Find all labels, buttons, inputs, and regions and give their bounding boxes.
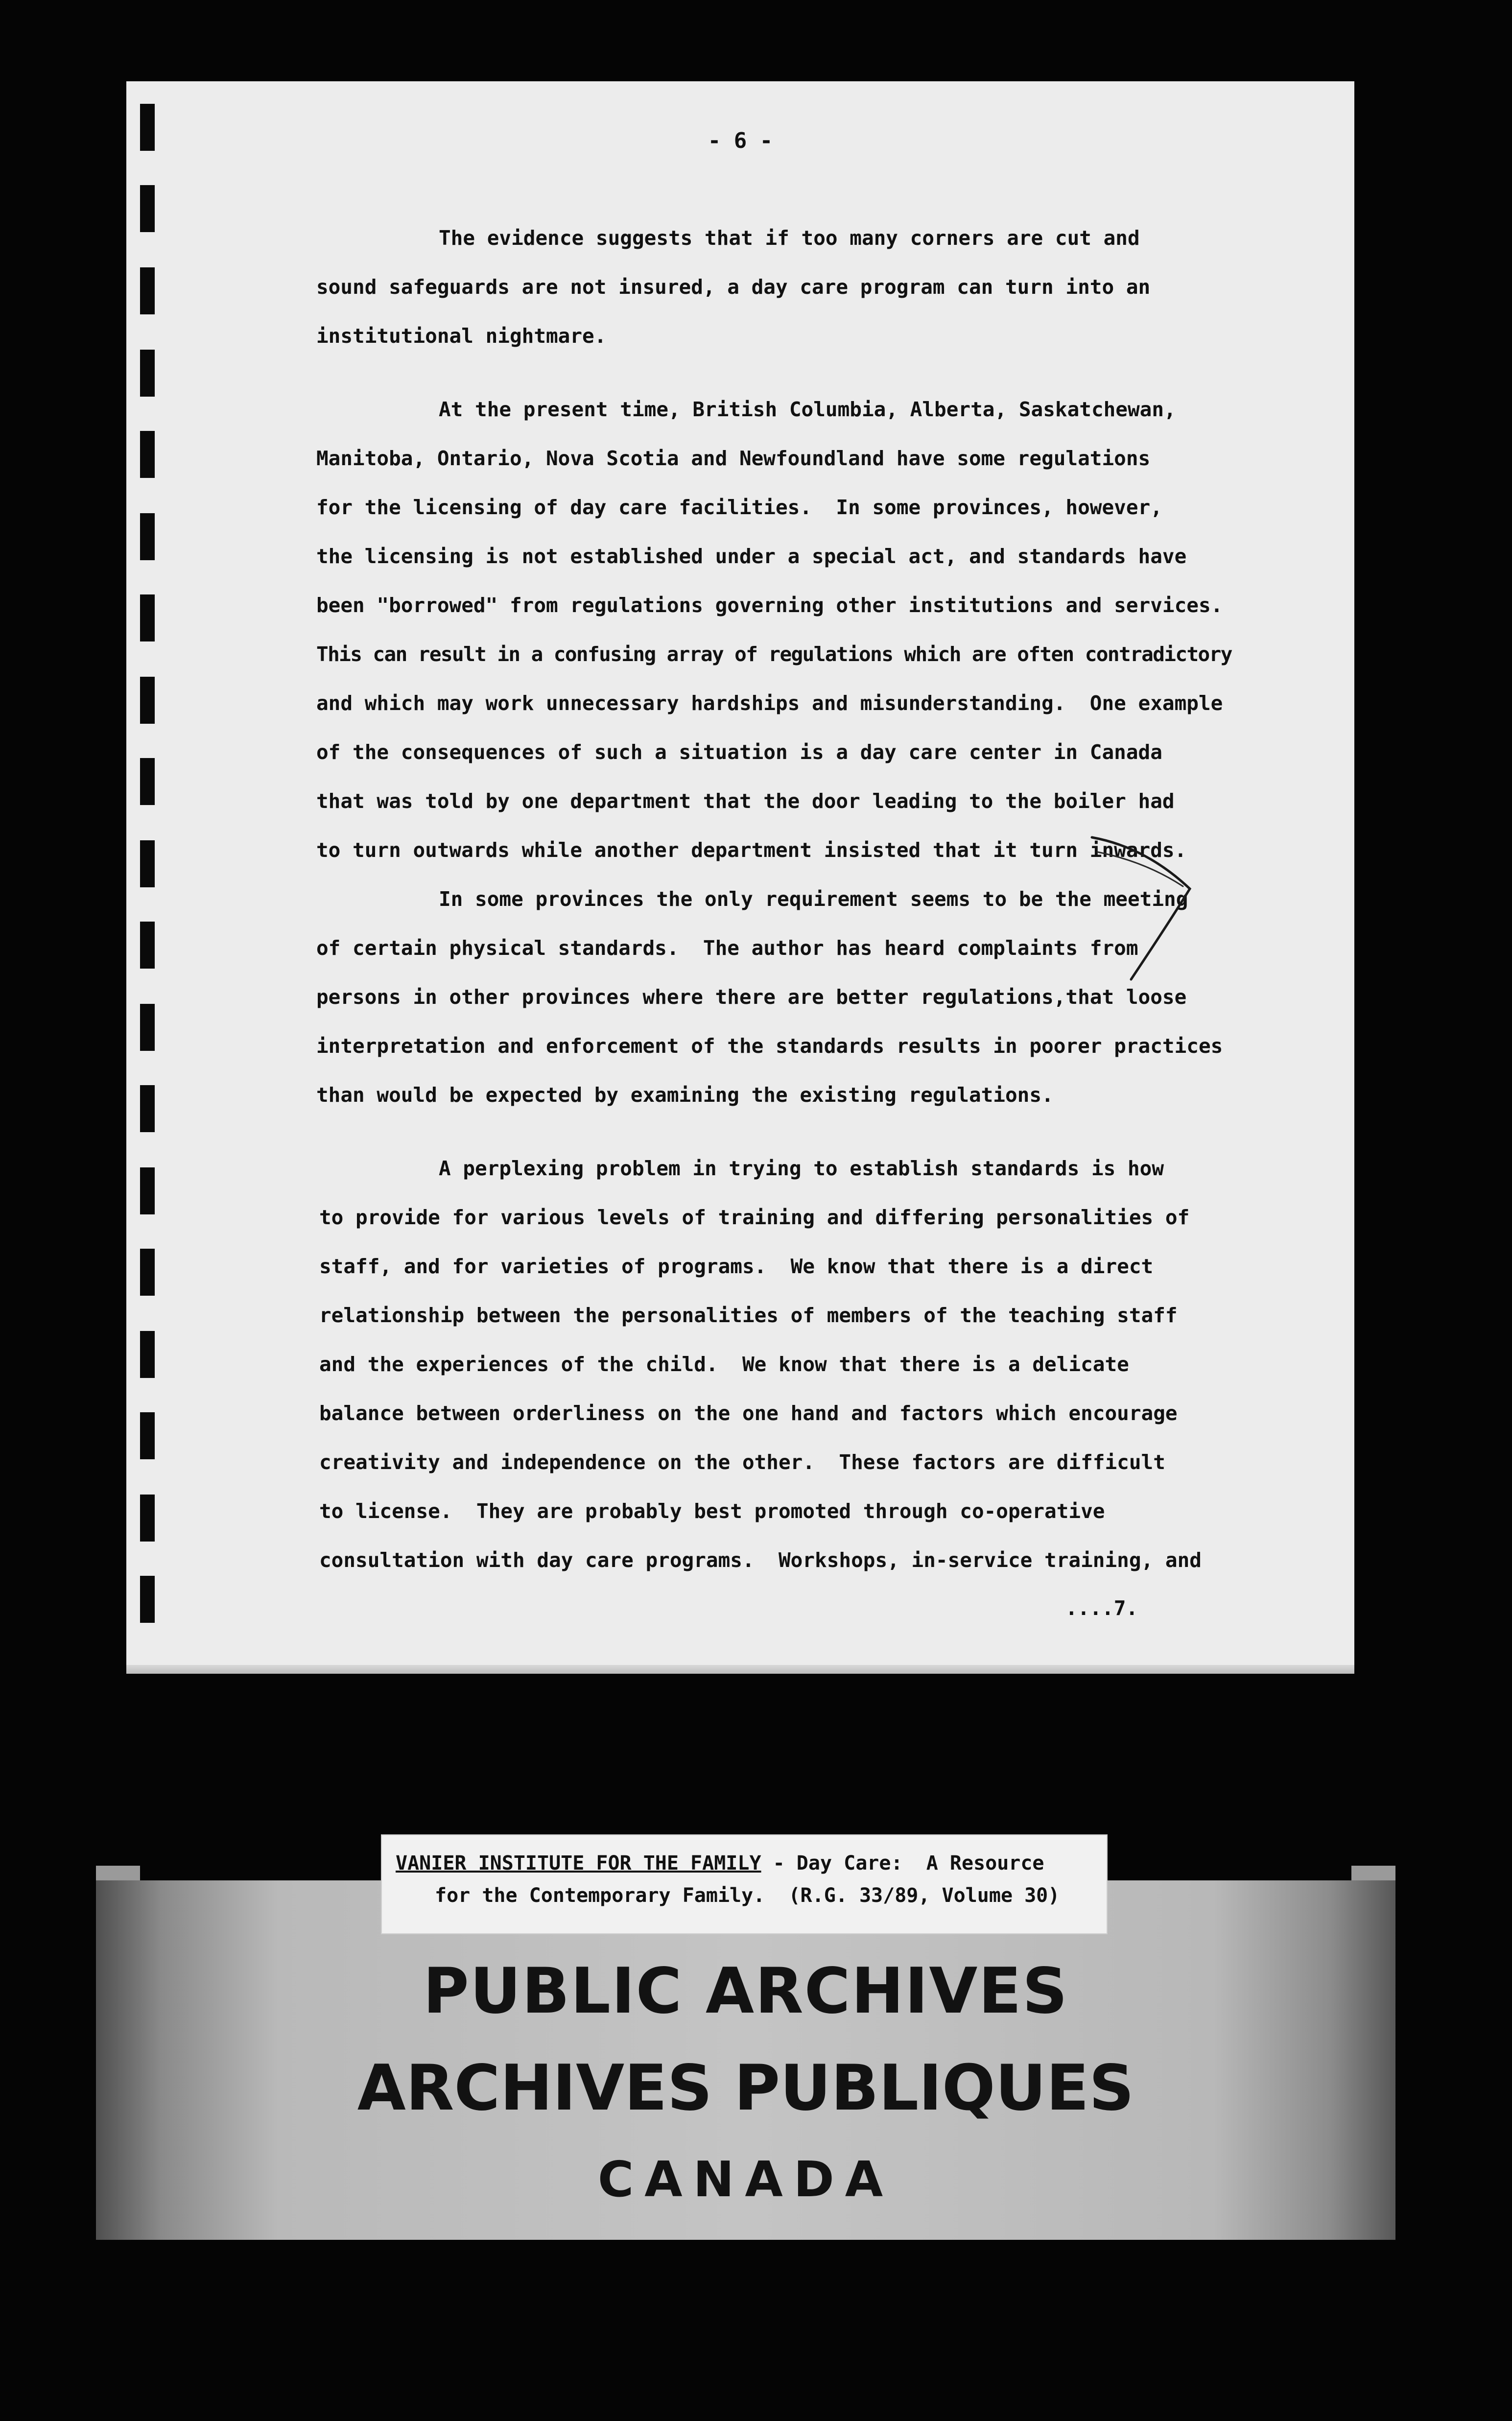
text-line: The evidence suggests that if too many corners are cut and xyxy=(439,226,1140,250)
binder-hole xyxy=(140,1495,155,1542)
binder-hole xyxy=(140,594,155,641)
binder-hole xyxy=(140,677,155,724)
archives-title-fr: ARCHIVES PUBLIQUES xyxy=(357,2052,1134,2125)
page-edge xyxy=(126,1665,1354,1674)
handwritten-margin-mark xyxy=(1087,764,1195,1009)
text-line: than would be expected by examining the existing regulations. xyxy=(316,1083,1054,1107)
binder-hole xyxy=(140,1085,155,1132)
text-line: and the experiences of the child. We know that there is a delicate xyxy=(319,1353,1129,1376)
text-line: persons in other provinces where there are better regulations,that loose xyxy=(316,985,1187,1009)
binder-hole xyxy=(140,1249,155,1296)
text-line: that was told by one department that the door leading to the boiler had xyxy=(316,789,1175,813)
text-line: creativity and independence on the other. These factors are difficult xyxy=(319,1450,1165,1474)
binder-hole xyxy=(140,922,155,969)
text-line: In some provinces the only requirement seems to be the meeting xyxy=(439,887,1188,911)
text-line: consultation with day care programs. Workshops, in-service training, and xyxy=(319,1548,1202,1572)
text-line: balance between orderliness on the one hand and factors which encourage xyxy=(319,1401,1178,1425)
text-line: and which may work unnecessary hardships and misunderstanding. One example xyxy=(316,691,1223,715)
reference-title: VANIER INSTITUTE FOR THE FAMILY xyxy=(396,1852,761,1875)
binder-hole xyxy=(140,431,155,478)
reference-line-1 xyxy=(396,1852,1044,1875)
binder-hole xyxy=(140,1167,155,1214)
text-line: interpretation and enforcement of the standards results in poorer practices xyxy=(316,1034,1223,1058)
text-line: Manitoba, Ontario, Nova Scotia and Newfoundland have some regulations xyxy=(316,447,1151,470)
text-line: of certain physical standards. The author has heard complaints from xyxy=(316,936,1138,960)
text-line: the licensing is not established under a special act, and standards have xyxy=(316,545,1187,568)
text-line: A perplexing problem in trying to establish standards is how xyxy=(439,1157,1164,1180)
text-line: for the licensing of day care facilities. In some provinces, however, xyxy=(316,496,1162,519)
binder-hole xyxy=(140,1004,155,1051)
text-line: to license. They are probably best promoted through co-operative xyxy=(319,1499,1105,1523)
binder-hole xyxy=(140,840,155,887)
binder-hole xyxy=(140,1412,155,1459)
continuation-marker: ....7. xyxy=(1065,1596,1138,1620)
binder-hole xyxy=(140,513,155,560)
text-line: to provide for various levels of training and differing personalities of xyxy=(319,1206,1190,1229)
text-line: staff, and for varieties of programs. We know that there is a direct xyxy=(319,1255,1154,1278)
binder-hole xyxy=(140,1331,155,1378)
archives-title-en: PUBLIC ARCHIVES xyxy=(423,1955,1068,2028)
text-line: of the consequences of such a situation is a day care center in Canada xyxy=(316,740,1162,764)
text-line: relationship between the personalities of members of the teaching staff xyxy=(319,1304,1178,1327)
reference-line-2: for the Contemporary Family. (R.G. 33/89, Volume 30) xyxy=(435,1884,1060,1907)
binder-hole xyxy=(140,185,155,232)
archives-country: CANADA xyxy=(597,2151,894,2208)
reference-subtitle: - Day Care: A Resource xyxy=(761,1852,1044,1875)
text-line: been "borrowed" from regulations governing other institutions and services. xyxy=(316,593,1223,617)
page-number: - 6 - xyxy=(708,128,773,153)
text-line: to turn outwards while another department insisted that it turn inwards. xyxy=(316,838,1187,862)
reference-label xyxy=(381,1834,1108,1934)
binder-hole xyxy=(140,350,155,397)
binder-hole xyxy=(140,1576,155,1623)
text-line: sound safeguards are not insured, a day care program can turn into an xyxy=(316,275,1151,299)
binder-hole xyxy=(140,758,155,805)
binder-hole xyxy=(140,267,155,314)
text-line: At the present time, British Columbia, Alberta, Saskatchewan, xyxy=(439,398,1176,421)
text-line: This can result in a confusing array of regulations which are often contradictory xyxy=(316,642,1232,666)
text-line: institutional nightmare. xyxy=(316,324,607,348)
